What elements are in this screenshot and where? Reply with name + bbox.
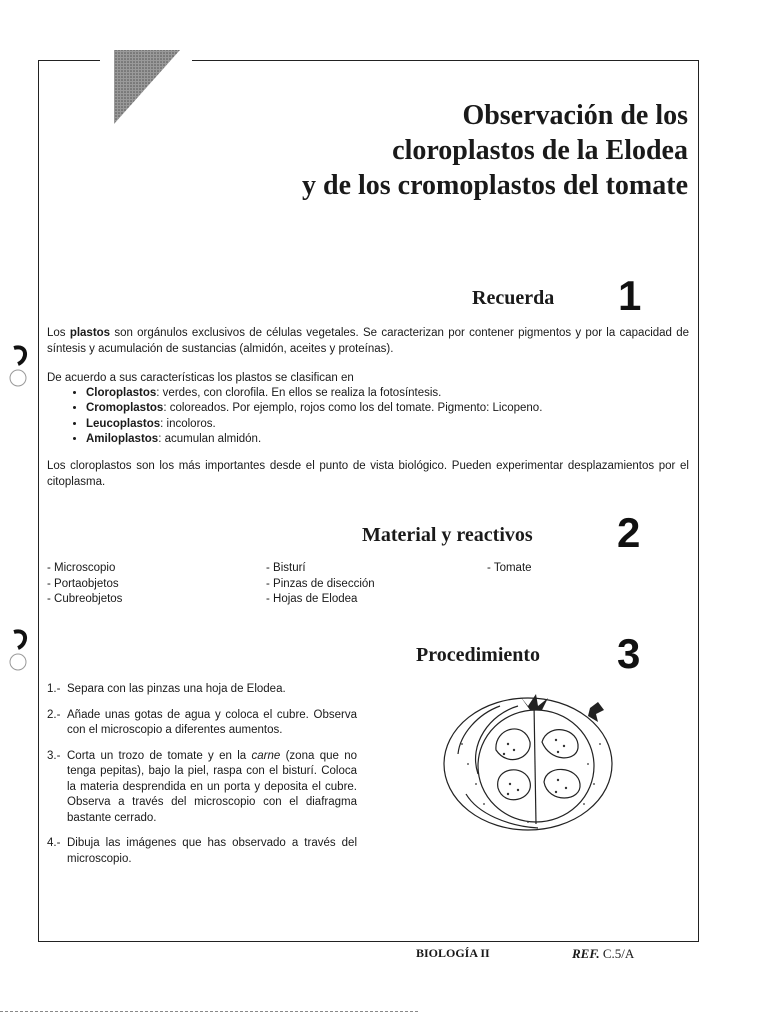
section-heading-procedimiento: Procedimiento	[416, 644, 541, 666]
procedure-step: 4.- Dibuja las imágenes que has observado a través del microscopio.	[47, 837, 357, 865]
list-item: • Cromoplastos: coloreados. Por ejemplo, rojos como los del tomate. Pigmento: Licopeno.	[86, 401, 542, 416]
binder-ring-mark	[6, 624, 32, 674]
footer-reference: REF. C.5/A	[572, 946, 635, 961]
list-item: - Tomate	[487, 562, 532, 574]
p1-post: son orgánulos exclusivos de células vegetales. Se caracterizan por contener pigmentos y por la capacidad de síntesis y acumulación de sustancias (almidón, aceites y proteínas).	[47, 327, 689, 355]
frame-top-right-line	[192, 60, 698, 61]
page-title	[128, 98, 688, 203]
frame-top-left-line	[38, 60, 100, 61]
paragraph-cloroplastos: Los cloroplastos son los más importantes desde el punto de vista biológico. Pueden experimentar desplazamientos por el citoplasma.	[47, 460, 689, 488]
p1-bold-term: plastos	[69, 327, 111, 339]
paragraph-plastos	[47, 326, 689, 357]
list-item: • Cloroplastos: verdes, con clorofila. En ellos se realiza la fotosíntesis.	[86, 386, 542, 401]
list-item: • Leucoplastos: incoloros.	[86, 417, 542, 432]
paragraph-classification: De acuerdo a sus características los plastos se clasifican en	[47, 372, 354, 384]
materials-column-1	[47, 561, 122, 608]
procedure-step: 3.- Corta un trozo de tomate y en la carne (zona que no tenga pepitas), bajo la piel, raspa con el bisturí. Coloca la materia desprendida en un porta y deposita el cubre. Observa a través del microscopio con el diafragma bastante cerrado.	[47, 749, 357, 824]
list-item: - Portaobjetos	[47, 577, 119, 590]
list-item: - Microscopio	[47, 562, 116, 574]
plastid-types-list	[70, 386, 542, 447]
list-item: - Cubreobjetos	[47, 593, 123, 606]
scan-edge-noise	[0, 1010, 768, 1013]
procedure-step: 2.- Añade unas gotas de agua y coloca el cubre. Observa con el microscopio a diferentes aumentos.	[47, 708, 357, 736]
list-item: - Pinzas de disección	[266, 577, 375, 590]
section-number-1: 1	[618, 272, 642, 319]
procedure-step: 1.- Separa con las pinzas una hoja de Elodea.	[47, 683, 286, 695]
procedure-steps	[47, 682, 357, 877]
section-heading-recuerda: Recuerda	[472, 287, 555, 309]
list-item: • Amiloplastos: acumulan almidón.	[86, 432, 542, 447]
binder-ring-mark	[6, 340, 32, 390]
section-number-2: 2	[617, 509, 641, 556]
title-line-3: y de los cromoplastos del tomate	[302, 170, 688, 201]
tomato-cross-section-illustration	[438, 684, 614, 834]
title-line-1: Observación de los	[462, 100, 688, 131]
list-item: - Bisturí	[266, 562, 306, 574]
footer-subject: BIOLOGÍA II	[416, 946, 490, 960]
materials-column-3	[487, 561, 532, 577]
list-item: - Hojas de Elodea	[266, 593, 358, 606]
section-number-3: 3	[617, 630, 641, 677]
section-heading-material: Material y reactivos	[362, 524, 533, 546]
p1-pre: Los	[47, 327, 70, 339]
title-line-2: cloroplastos de la Elodea	[392, 135, 688, 166]
materials-column-2	[266, 561, 375, 608]
